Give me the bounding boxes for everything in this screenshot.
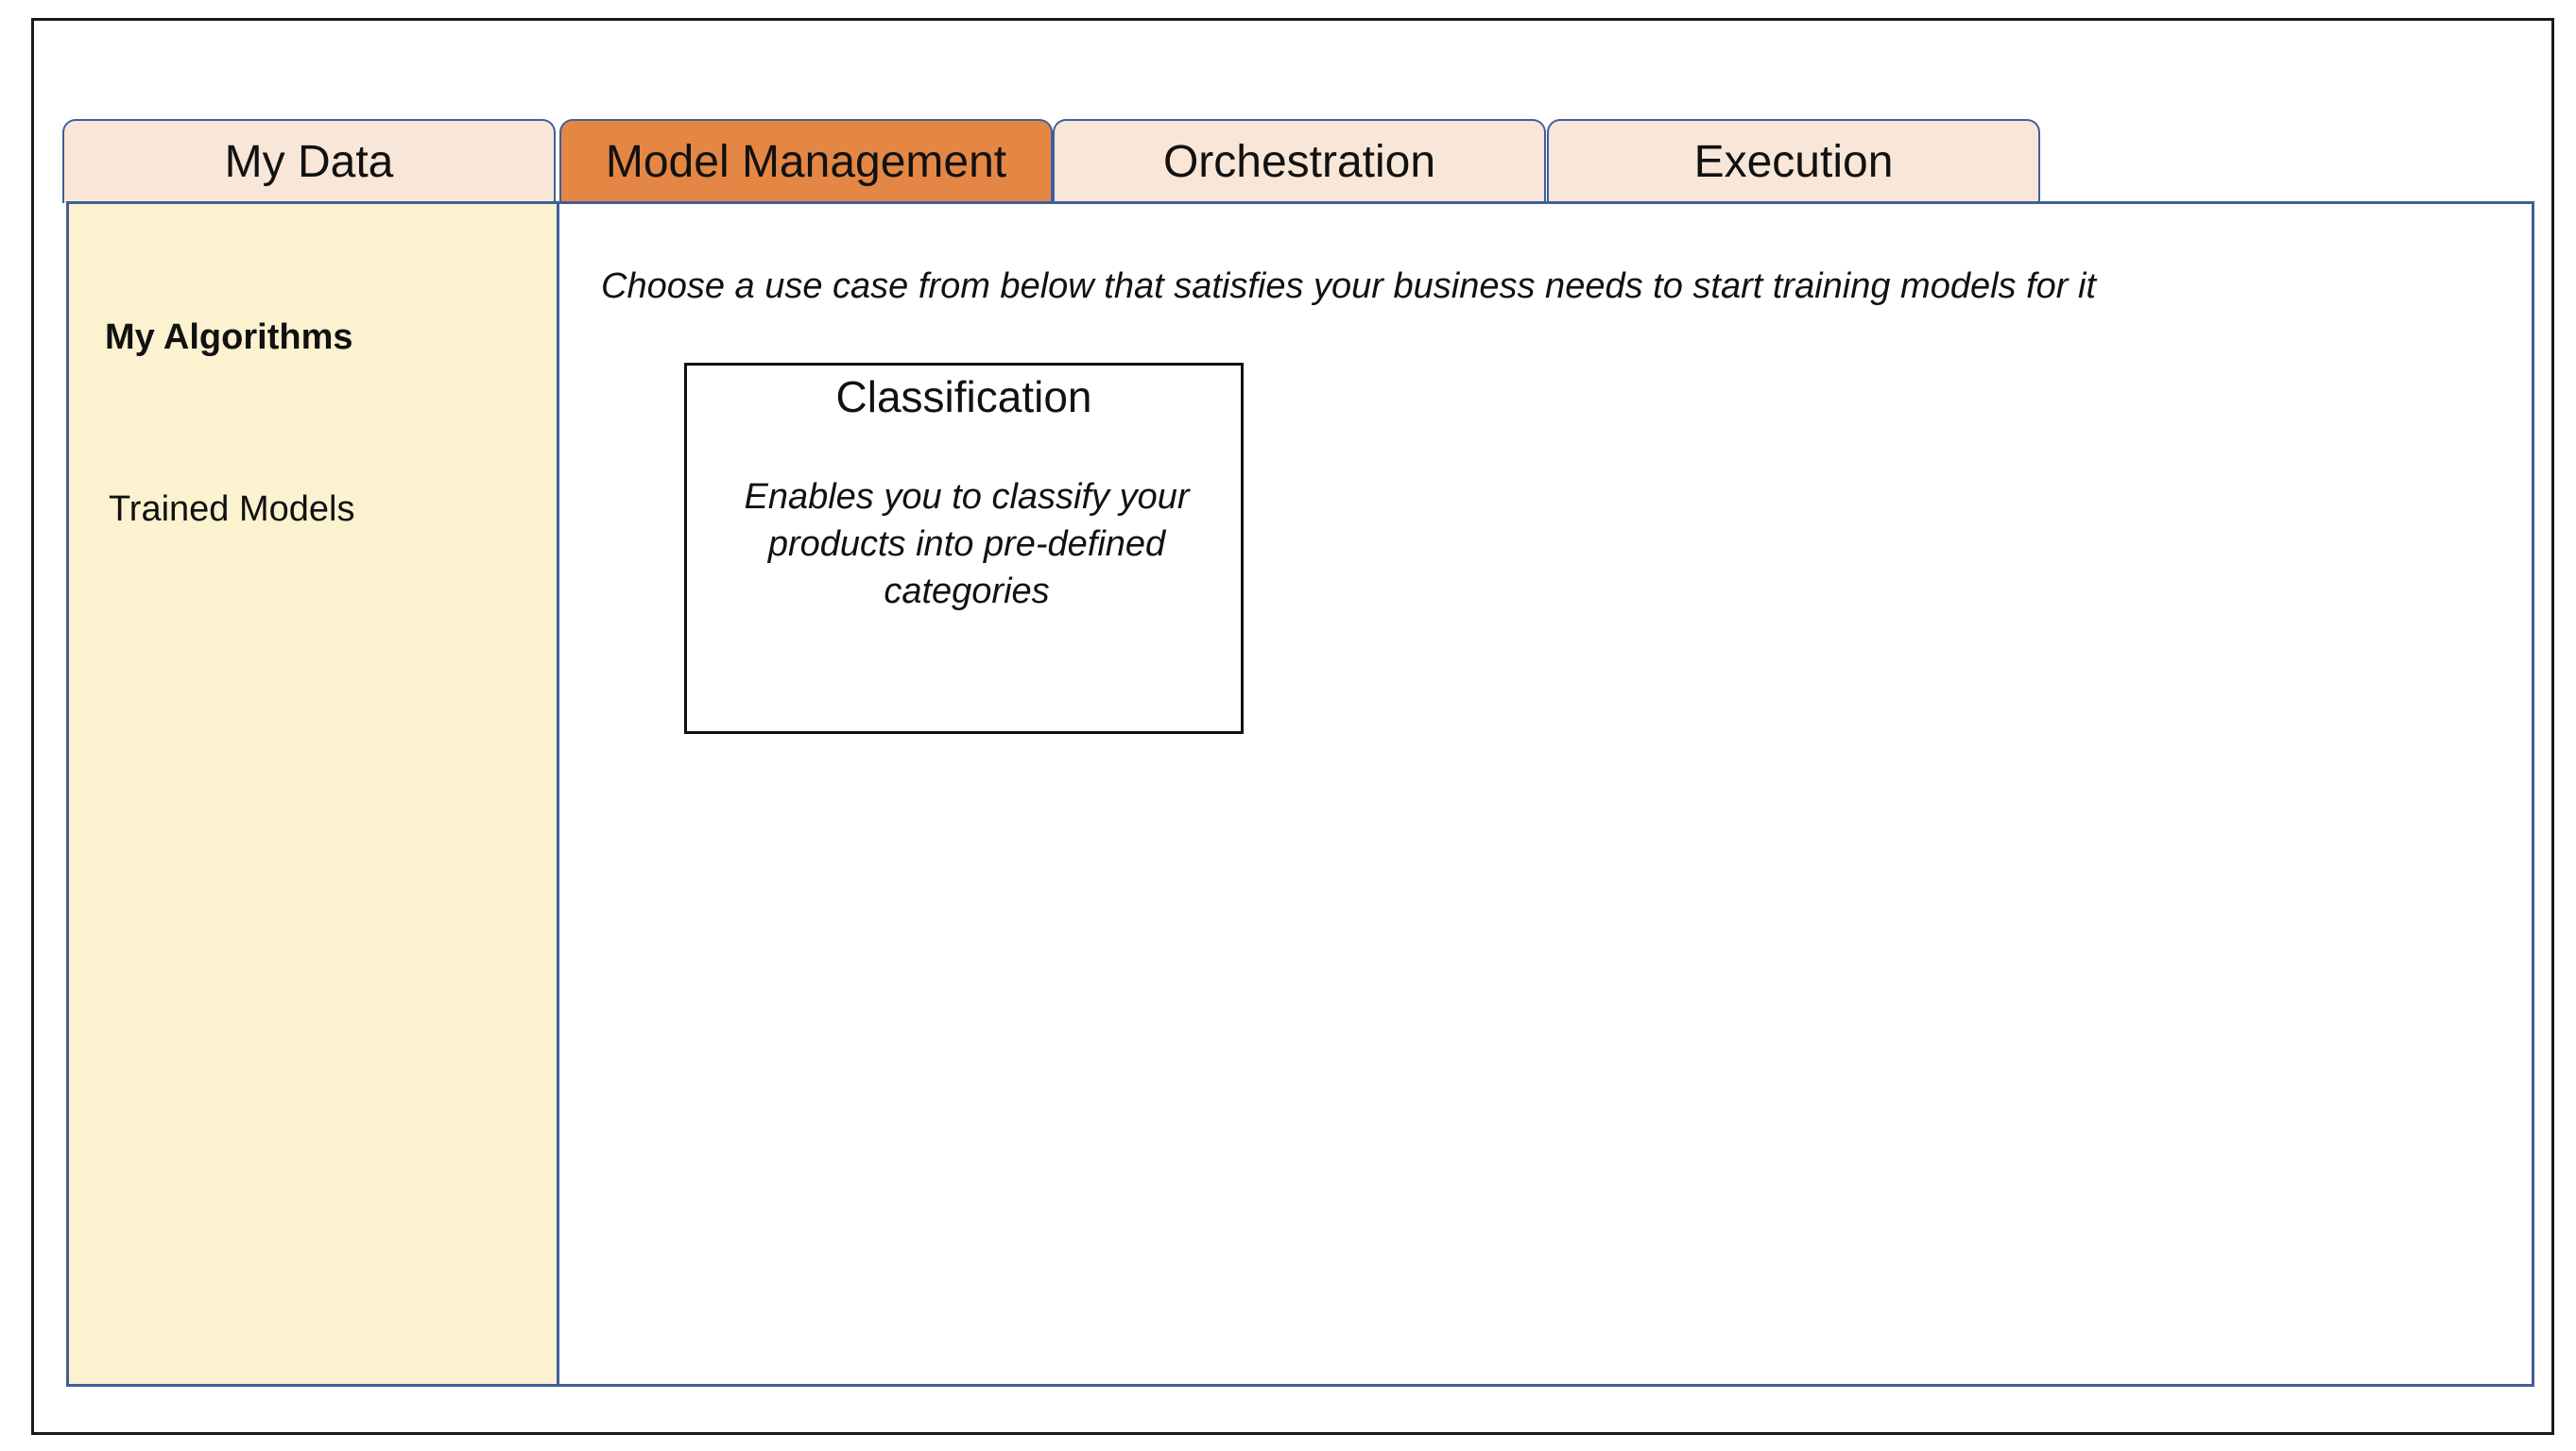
tab-label: Orchestration [1162,137,1436,187]
tab-orchestration[interactable] [1053,119,1546,203]
use-case-card-classification[interactable] [684,363,1244,734]
tab-label: Execution [1693,137,1894,187]
tab-label: Model Management [605,137,1007,187]
tab-label: My Data [224,137,394,187]
sidebar-item-my-algorithms[interactable]: My Algorithms [105,317,353,357]
use-case-title: Classification [835,372,1092,421]
instruction-text: Choose a use case from below that satisfies your business needs to start training models for it [601,266,2097,306]
sidebar [69,204,559,1384]
tab-my-data[interactable] [62,119,556,203]
tab-model-management[interactable] [559,119,1053,203]
tab-execution[interactable] [1547,119,2040,203]
sidebar-item-trained-models[interactable]: Trained Models [109,489,355,529]
use-case-description: Enables you to classify your products into pre-defined categories [744,477,1190,611]
